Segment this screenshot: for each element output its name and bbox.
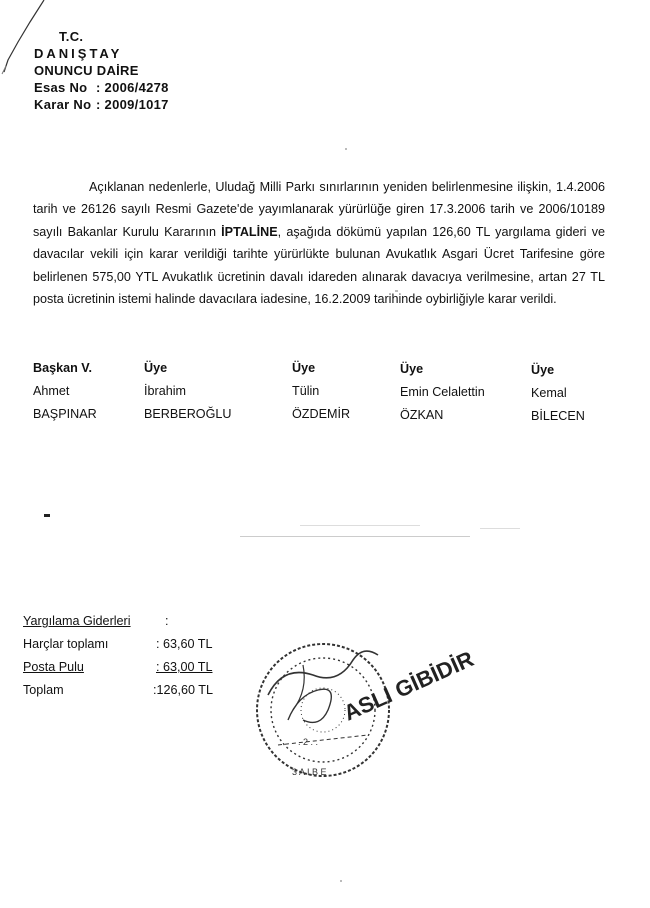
stamp-text: ASLI GİBİDİR	[339, 646, 478, 726]
signatory-first-name: Kemal	[531, 386, 567, 400]
esas-line	[34, 79, 169, 96]
costs-title: Yargılama Giderleri	[23, 614, 131, 628]
scan-speck	[44, 514, 50, 517]
signatory-role: Üye	[292, 361, 316, 375]
decision-text-part2: , aşağıda dökümü yapılan 126,60 TL yargılama gideri ve davacılar vekili için karar verildiği tarihte yürürlükte bulunan Avukatlık Asgari Ücret Tarifesine göre belirlenen 575,00 YTL Avukatlık ücretinin davalı idareden alınarak davacıya verilmesine, artan 27 TL posta ücretinin istemi halinde davacılara iadesine, 16.2.2009 tarihinde oybirliğiyle karar verildi.	[33, 224, 605, 307]
signatory-last-name: BAŞPINAR	[33, 407, 97, 421]
official-seal-stamp	[248, 625, 488, 825]
esas-value: : 2006/4278	[96, 80, 169, 95]
cost-value: :126,60 TL	[153, 683, 213, 697]
signatory-last-name: BERBEROĞLU	[144, 407, 232, 421]
signatory-first-name: Emin Celalettin	[400, 385, 485, 399]
signatory-member-4	[531, 359, 585, 428]
cost-value: : 63,60 TL	[156, 637, 213, 651]
scan-speck	[240, 536, 470, 537]
karar-value: : 2009/1017	[96, 97, 169, 112]
karar-label: Karar No	[34, 97, 92, 112]
cost-label: Harçlar toplamı	[23, 637, 109, 651]
document-header	[34, 28, 169, 113]
cost-row	[23, 633, 243, 656]
signatory-role: Başkan V.	[33, 361, 93, 375]
cost-label: Toplam	[23, 683, 64, 697]
costs-title-row	[23, 610, 243, 633]
decision-paragraph	[33, 176, 605, 310]
scan-speck	[395, 290, 398, 292]
signatory-role: Üye	[400, 362, 424, 376]
signatory-last-name: BİLECEN	[531, 409, 585, 423]
scan-speck	[480, 528, 520, 529]
signatory-member-3	[400, 358, 485, 427]
signatory-first-name: Ahmet	[33, 384, 70, 398]
karar-line	[34, 96, 169, 113]
svg-text:. 2 . .: . 2 . .	[298, 737, 319, 747]
costs-section	[23, 610, 243, 702]
signatory-member-2	[292, 357, 350, 426]
signatory-last-name: ÖZDEMİR	[292, 407, 351, 421]
signatory-chair	[33, 357, 97, 426]
court-name: DANIŞTAY	[34, 46, 123, 61]
cost-value: : 63,00 TL	[156, 660, 213, 674]
country-label: T.C.	[59, 29, 84, 44]
scan-speck	[300, 525, 420, 526]
svg-text:3 A I B E: 3 A I B E	[292, 767, 327, 777]
cost-label: Posta Pulu	[23, 660, 84, 674]
decision-annulment-word: İPTALİNE	[221, 224, 278, 239]
esas-label: Esas No	[34, 80, 88, 95]
costs-title-colon: :	[165, 614, 169, 628]
scan-speck	[345, 148, 347, 150]
signatory-role: Üye	[144, 361, 168, 375]
signatory-member-1	[144, 357, 231, 426]
signatory-role: Üye	[531, 363, 555, 377]
chamber-name: ONUNCU DAİRE	[34, 63, 139, 78]
signatory-first-name: Tülin	[292, 384, 320, 398]
signatory-last-name: ÖZKAN	[400, 408, 444, 422]
decision-text-part1: Açıklanan nedenlerle, Uludağ Milli Parkı sınırlarının yeniden belirlenmesine ilişkin, 1.4.2006 tarih ve 26126 sayılı Resmi Gazete'de yayımlanarak yürürlüğe giren 17.3.2006 tarih ve 2006/10189 sayılı Bakanlar Kurulu Kararının	[33, 180, 605, 239]
signatory-first-name: İbrahim	[144, 384, 186, 398]
cost-row	[23, 656, 243, 679]
cost-row	[23, 679, 243, 702]
scan-speck	[340, 880, 342, 882]
